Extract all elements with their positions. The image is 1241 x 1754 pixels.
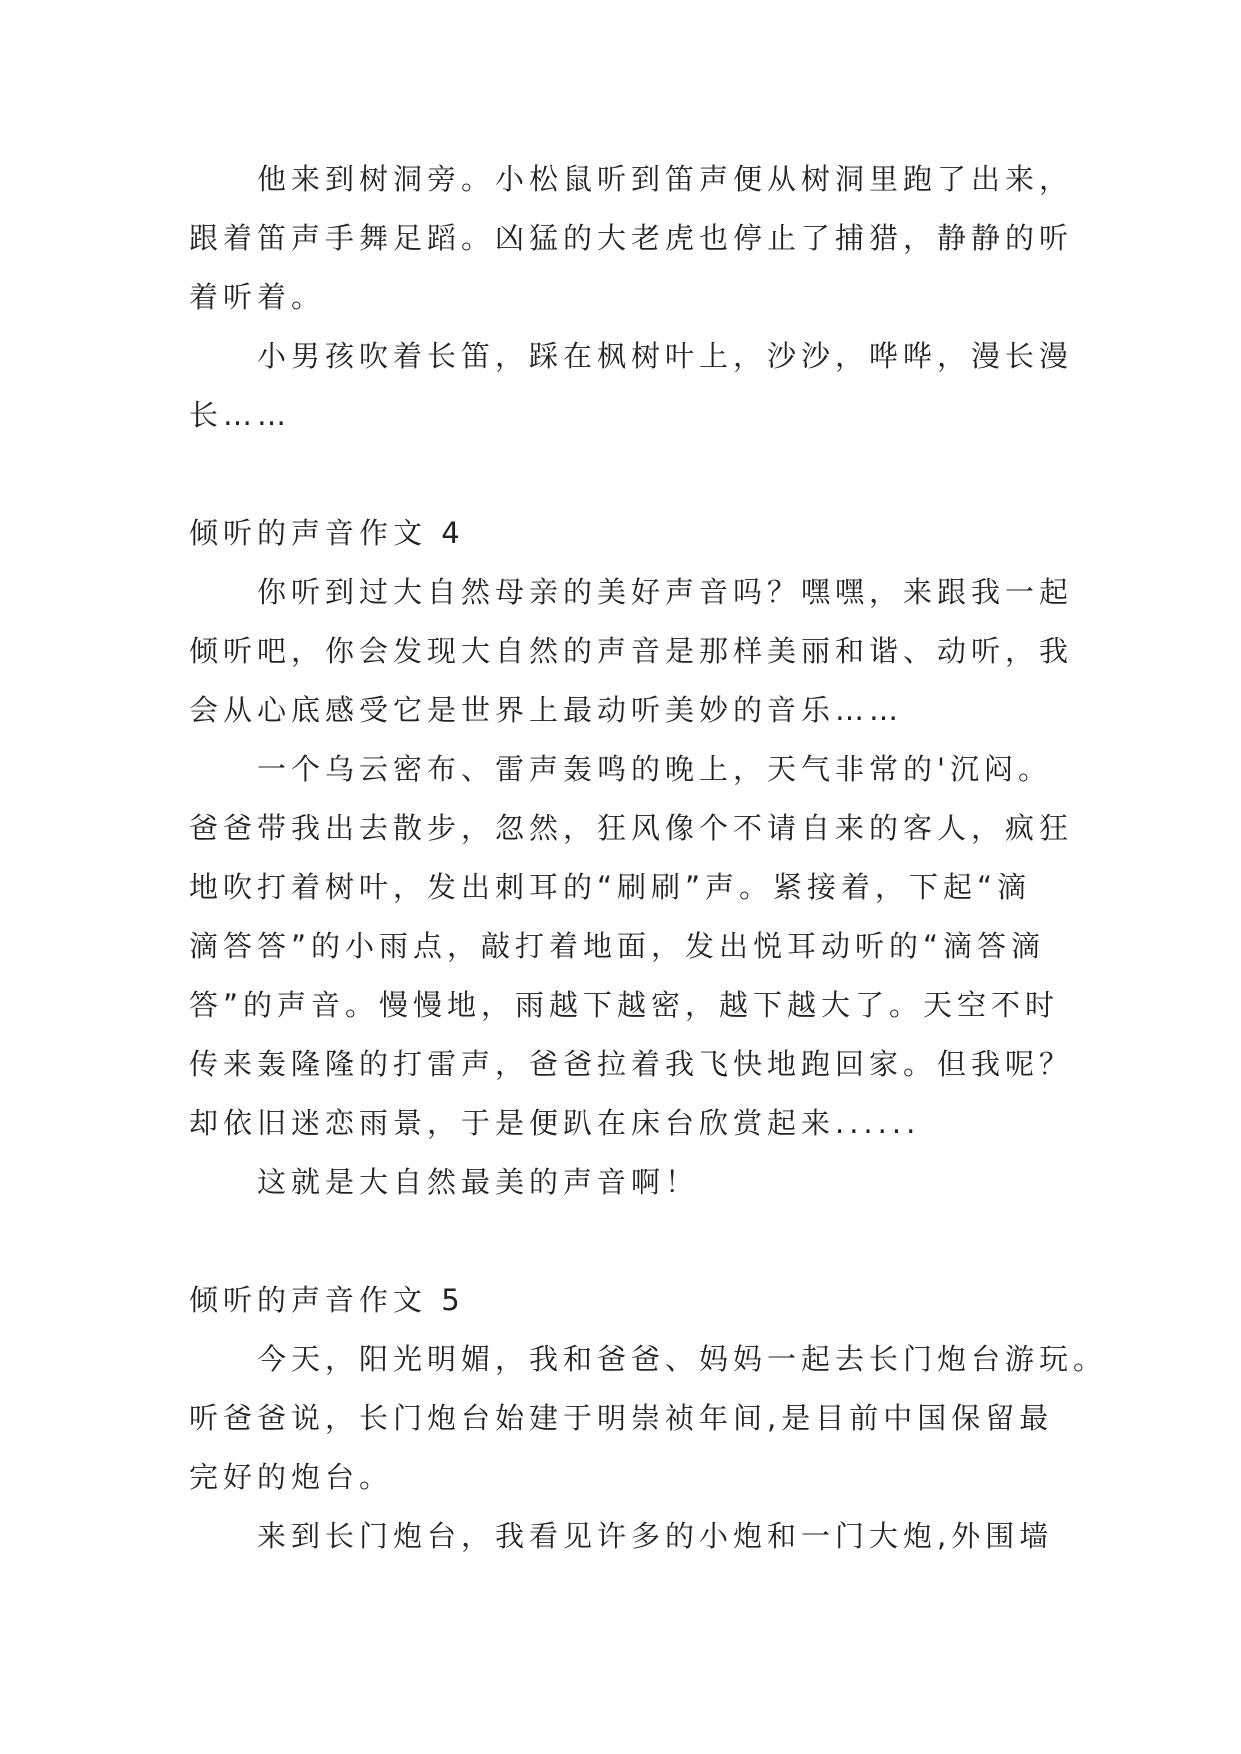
text-line: 来到长门炮台，我看见许多的小炮和一门大炮,外围墙 xyxy=(257,1519,1054,1553)
paragraph xyxy=(189,740,1074,1153)
text-line: 小男孩吹着长笛，踩在枫树叶上，沙沙，哗哗，漫长漫 xyxy=(257,339,1074,373)
section-gap xyxy=(189,1212,1059,1271)
section-heading: 倾听的声音作文 4 xyxy=(189,516,465,550)
text-line: 答”的声音。慢慢地，雨越下越密，越下越大了。天空不时 xyxy=(189,988,1060,1022)
paragraph xyxy=(189,150,1074,327)
text-line: 你听到过大自然母亲的美好声音吗？嘿嘿，来跟我一起 xyxy=(257,575,1074,609)
text-line: 爸爸带我出去散步，忽然，狂风像个不请自来的客人，疯狂 xyxy=(189,811,1074,845)
text-line: 滴答答”的小雨点，敲打着地面，发出悦耳动听的“滴答滴 xyxy=(189,929,1046,963)
paragraph xyxy=(189,327,1074,445)
text-line: 传来轰隆隆的打雷声，爸爸拉着我飞快地跑回家。但我呢？ xyxy=(189,1047,1074,1081)
text-line: 着听着。 xyxy=(189,280,326,314)
text-line: 跟着笛声手舞足蹈。凶猛的大老虎也停止了捕猎，静静的听 xyxy=(189,221,1074,255)
paragraph xyxy=(189,1330,1108,1507)
paragraph xyxy=(189,1153,1059,1212)
text-line: 听爸爸说，长门炮台始建于明崇祯年间,是目前中国保留最 xyxy=(189,1401,1054,1435)
paragraph xyxy=(189,563,1074,740)
section-gap xyxy=(189,445,1059,504)
text-line: 他来到树洞旁。小松鼠听到笛声便从树洞里跑了出来， xyxy=(257,162,1074,196)
text-line: 却依旧迷恋雨景，于是便趴在床台欣赏起来...... xyxy=(189,1106,921,1140)
text-line: 完好的炮台。 xyxy=(189,1460,394,1494)
document-page xyxy=(189,150,1108,1566)
text-line: 一个乌云密布、雷声轰鸣的晚上，天气非常的'沉闷。 xyxy=(257,752,1052,786)
text-line: 长…… xyxy=(189,398,292,432)
section-heading: 倾听的声音作文 5 xyxy=(189,1283,465,1317)
text-line: 地吹打着树叶，发出刺耳的“刷刷”声。紧接着，下起“滴 xyxy=(189,870,1032,904)
text-line: 这就是大自然最美的声音啊！ xyxy=(257,1165,700,1199)
text-line: 倾听吧，你会发现大自然的声音是那样美丽和谐、动听，我 xyxy=(189,634,1074,668)
paragraph xyxy=(189,1507,1059,1566)
text-line: 会从心底感受它是世界上最动听美妙的音乐…… xyxy=(189,693,904,727)
text-line: 今天，阳光明媚，我和爸爸、妈妈一起去长门炮台游玩。 xyxy=(257,1342,1108,1376)
